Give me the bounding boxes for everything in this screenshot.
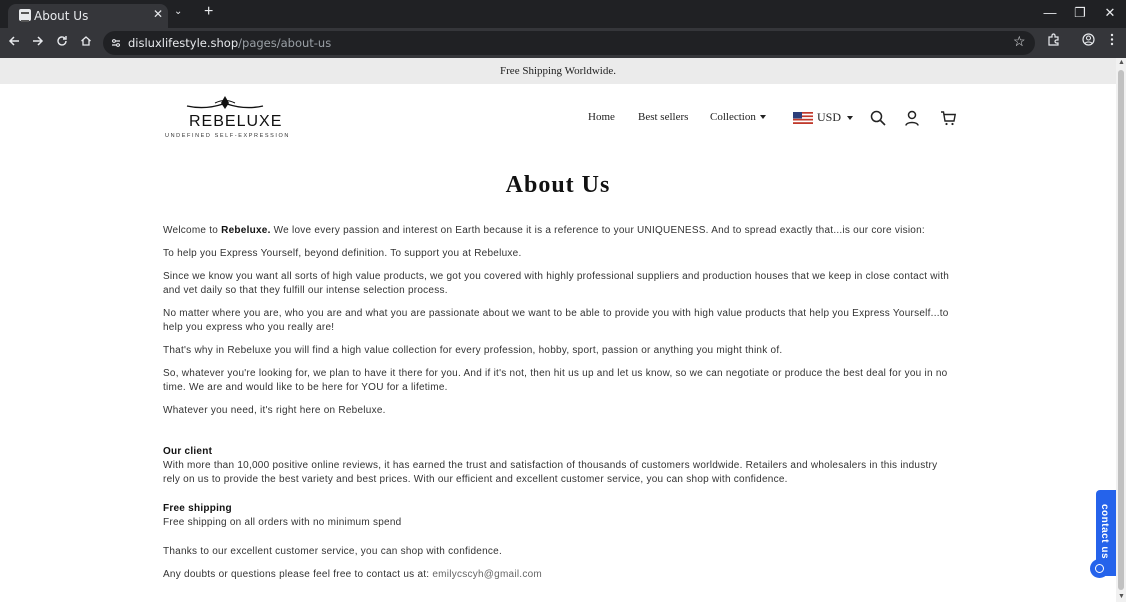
reload-icon[interactable] — [53, 34, 71, 50]
profile-icon[interactable] — [1079, 33, 1097, 49]
extensions-icon[interactable] — [1044, 33, 1062, 49]
logo-wordmark: REBELUXE — [189, 113, 283, 130]
paragraph-deal: So, whatever you're looking for, we plan to have it there for you. And if it's not, then hit us up and let us know, so we can negotiate or produce the best deal for you in no time. We are and would like to be here for YOU for a lifetime. — [163, 368, 948, 393]
contact-us-label: contact us — [1099, 504, 1110, 560]
about-content — [163, 224, 955, 591]
menu-icon[interactable] — [1103, 33, 1121, 49]
tab-search-icon[interactable]: ⌄ — [174, 6, 183, 17]
shipping-text: Free shipping on all orders with no minimum spend — [163, 517, 402, 528]
minimize-button[interactable]: — — [1043, 5, 1057, 20]
address-bar[interactable] — [103, 31, 1035, 55]
currency-code: USD — [817, 110, 842, 124]
paragraph-welcome: Welcome to Rebeluxe. We love every passion and interest on Earth because it is a reference to your UNIQUENESS. And to spread exactly that...is our core vision: — [163, 225, 925, 236]
paragraph-suppliers: Since we know you want all sorts of high value products, we got you covered with highly professional suppliers and production houses that we keep in close contact with and vet daily so that they fulfill our intense selection process. — [163, 271, 950, 296]
logo-emblem-icon — [185, 94, 265, 114]
paragraph-whatever: Whatever you need, it's right here on Rebeluxe. — [163, 405, 386, 416]
search-icon[interactable] — [870, 110, 886, 126]
page-title: About Us — [505, 172, 611, 198]
cart-icon[interactable] — [940, 110, 956, 126]
contact-email-link[interactable]: emilycscyh@gmail.com — [432, 569, 542, 580]
scroll-down-icon[interactable]: ▼ — [1118, 593, 1125, 600]
page-favicon-icon — [19, 9, 31, 21]
chat-icon[interactable] — [1090, 559, 1109, 578]
url-text: disluxlifestyle.shop/pages/about-us — [128, 36, 332, 50]
nav-collection[interactable]: Collection — [710, 111, 766, 123]
scroll-thumb[interactable] — [1118, 70, 1124, 590]
client-heading: Our client — [163, 446, 213, 457]
browser-tab-strip — [0, 0, 1126, 28]
tab-close-icon[interactable]: ✕ — [152, 7, 164, 21]
account-icon[interactable] — [904, 110, 920, 126]
new-tab-button[interactable]: + — [204, 3, 214, 20]
restore-button[interactable]: ❐ — [1074, 5, 1086, 20]
browser-tab[interactable] — [8, 4, 168, 28]
chevron-down-icon — [760, 115, 766, 119]
logo-tagline: UNDEFINED SELF-EXPRESSION — [165, 133, 290, 139]
home-icon[interactable] — [77, 34, 95, 50]
scroll-up-icon[interactable]: ▲ — [1118, 59, 1125, 66]
back-icon[interactable] — [5, 34, 23, 50]
paragraph-express: To help you Express Yourself, beyond definition. To support you at Rebeluxe. — [163, 248, 522, 259]
browser-toolbar — [0, 28, 1126, 58]
tab-title: About Us — [34, 9, 89, 23]
star-icon[interactable]: ☆ — [1013, 33, 1026, 49]
paragraph-collection: That's why in Rebeluxe you will find a high value collection for every profession, hobby, sport, passion or anything you might think of. — [163, 345, 783, 356]
shipping-heading: Free shipping — [163, 503, 232, 514]
site-info-icon[interactable] — [110, 36, 122, 48]
close-window-button[interactable]: ✕ — [1104, 5, 1116, 20]
client-text: With more than 10,000 positive online reviews, it has earned the trust and satisfaction of thousands of customers worldwide. Retailers and wholesalers in this industry rely on us to provide the best variety and best prices. With our efficient and excellent customer service, you can shop with confidence. — [163, 460, 938, 485]
announcement-bar: Free Shipping Worldwide. — [0, 58, 1116, 84]
paragraph-contact: Any doubts or questions please feel free to contact us at: emilycscyh@gmail.com — [163, 569, 542, 580]
nav-best-sellers[interactable]: Best sellers — [638, 111, 689, 123]
nav-home[interactable]: Home — [588, 111, 615, 123]
paragraph-passion: No matter where you are, who you are and what you are passionate about we want to be able to provide you with high value products that help you Express Yourself...to help you express who you really are! — [163, 308, 949, 333]
chevron-down-icon — [847, 116, 853, 120]
forward-icon[interactable] — [29, 34, 47, 50]
us-flag-icon — [793, 112, 813, 124]
page-scrollbar[interactable] — [1116, 58, 1126, 602]
paragraph-thanks: Thanks to our excellent customer service, you can shop with confidence. — [163, 546, 503, 557]
site-logo[interactable] — [160, 94, 290, 144]
